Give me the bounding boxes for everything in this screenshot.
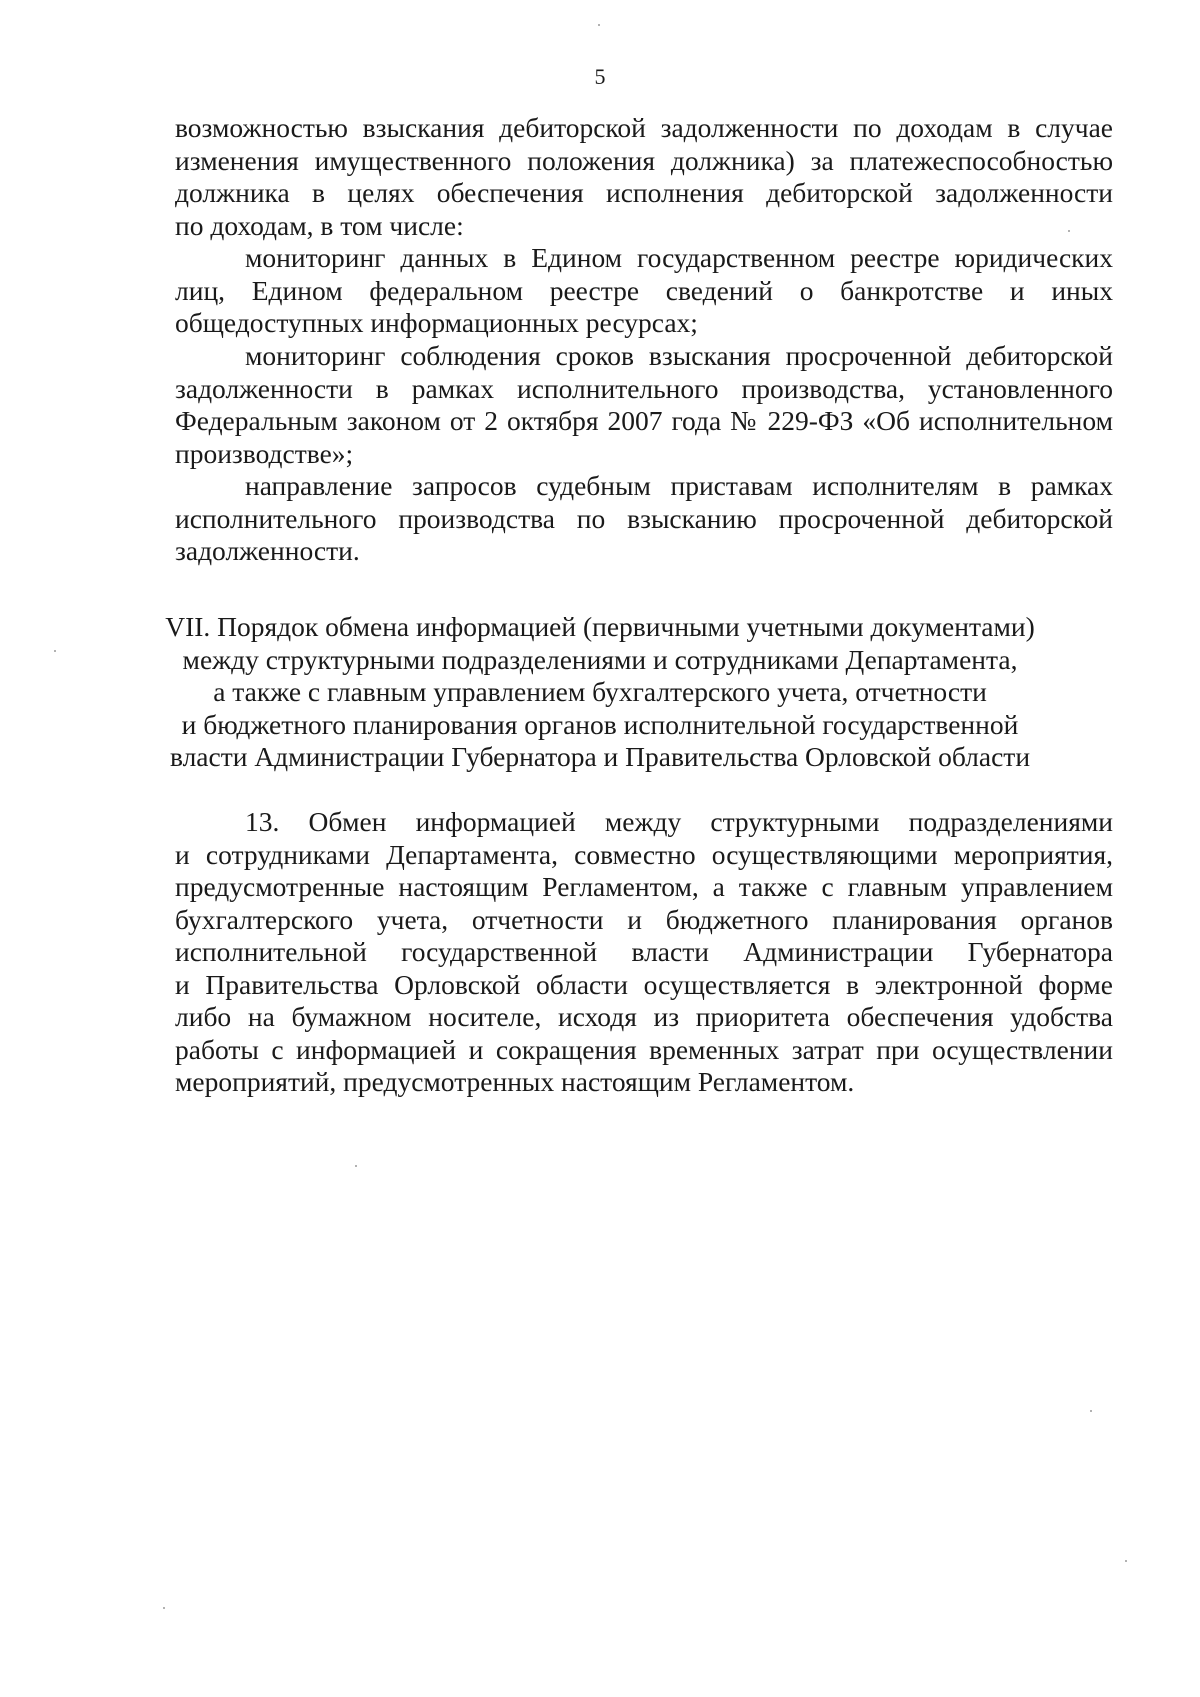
text-line: задолженности в рамках исполнительного производства, установленного bbox=[175, 372, 1113, 404]
text-line: производстве»; bbox=[175, 437, 354, 469]
text-line: мероприятий, предусмотренных настоящим Регламентом. bbox=[175, 1066, 855, 1097]
list-item bbox=[175, 340, 1113, 470]
continuation-paragraph bbox=[175, 112, 1113, 242]
clause-13-paragraph bbox=[175, 806, 1113, 1099]
text-line: общедоступных информационных ресурсах; bbox=[175, 307, 698, 338]
text-line: изменения имущественного положения должника) за платежеспособностью bbox=[175, 144, 1113, 176]
text-line: и Правительства Орловской области осуществляется в электронной форме bbox=[175, 968, 1113, 1000]
text-line: работы с информацией и сокращения временных затрат при осуществлении bbox=[175, 1033, 1113, 1065]
heading-line: и бюджетного планирования органов исполнительной государственной bbox=[181, 708, 1019, 740]
text-line: исполнительной государственной власти Администрации Губернатора bbox=[175, 936, 1113, 967]
text-line: по доходам, в том числе: bbox=[175, 209, 464, 241]
scan-speck bbox=[1068, 230, 1070, 232]
text-line: мониторинг данных в Едином государственном реестре юридических bbox=[245, 242, 1113, 273]
text-line: мониторинг соблюдения сроков взыскания просроченной дебиторской bbox=[245, 340, 1113, 371]
scan-speck bbox=[1090, 1410, 1092, 1412]
scan-speck bbox=[1125, 1560, 1127, 1562]
text-line: задолженности. bbox=[175, 535, 360, 566]
page-number: 5 bbox=[594, 64, 606, 89]
text-line: и сотрудниками Департамента, совместно осуществляющими мероприятия, bbox=[175, 838, 1113, 870]
text-line: Федеральным законом от 2 октября 2007 года № 229-ФЗ «Об исполнительном bbox=[175, 405, 1113, 436]
heading-line: VII. Порядок обмена информацией (первичными учетными документами) bbox=[165, 611, 1035, 642]
scan-speck bbox=[54, 650, 56, 652]
text-line: должника в целях обеспечения исполнения дебиторской задолженности bbox=[175, 177, 1113, 208]
list-item bbox=[175, 470, 1113, 568]
text-line: либо на бумажном носителе, исходя из приоритета обеспечения удобства bbox=[175, 1001, 1113, 1032]
text-line: предусмотренные настоящим Регламентом, а также с главным управлением bbox=[175, 871, 1113, 902]
text-line: направление запросов судебным приставам исполнителям в рамках bbox=[245, 470, 1113, 501]
section-heading bbox=[0, 611, 1200, 774]
scan-speck bbox=[163, 1607, 165, 1609]
heading-line: власти Администрации Губернатора и Правительства Орловской области bbox=[169, 741, 1031, 772]
text-line: бухгалтерского учета, отчетности и бюджетного планирования органов bbox=[175, 903, 1113, 935]
text-line: лиц, Едином федеральном реестре сведений о банкротстве и иных bbox=[175, 274, 1113, 306]
scan-speck bbox=[598, 24, 600, 26]
scan-speck bbox=[355, 1165, 357, 1167]
heading-line: а также с главным управлением бухгалтерского учета, отчетности bbox=[213, 676, 987, 707]
text-line: исполнительного производства по взысканию просроченной дебиторской bbox=[175, 502, 1113, 534]
list-item bbox=[175, 242, 1113, 340]
heading-line: между структурными подразделениями и сотрудниками Департамента, bbox=[182, 643, 1018, 675]
text-line: 13. Обмен информацией между структурными подразделениями bbox=[245, 806, 1113, 837]
text-line: возможностью взыскания дебиторской задолженности по доходам в случае bbox=[175, 112, 1113, 143]
